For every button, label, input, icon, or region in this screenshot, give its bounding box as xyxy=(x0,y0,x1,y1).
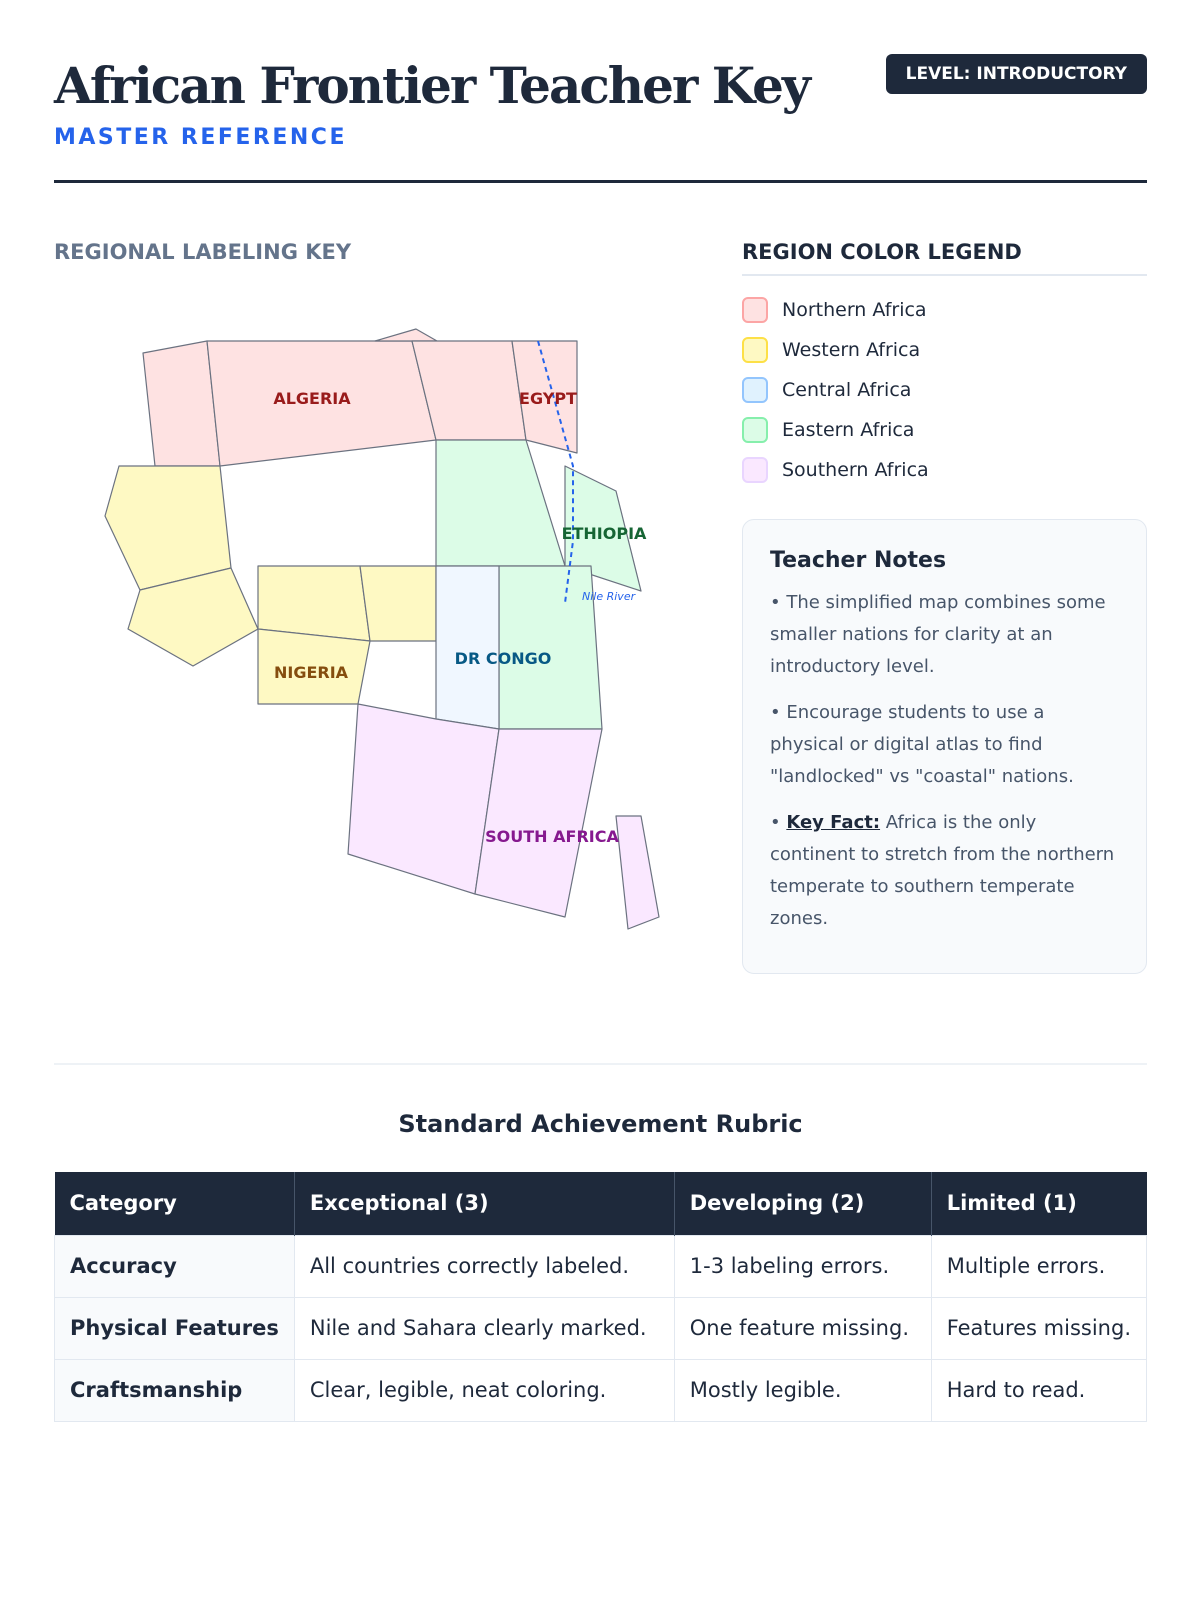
page-title: African Frontier Teacher Key xyxy=(54,56,809,115)
note-item-key-fact xyxy=(770,807,1120,935)
legend-label: Northern Africa xyxy=(782,299,927,321)
label-algeria: ALGERIA xyxy=(273,389,351,408)
rubric-cell: Features missing. xyxy=(931,1297,1146,1359)
rubric-category-cell: Craftsmanship xyxy=(55,1359,295,1421)
legend-label: Southern Africa xyxy=(782,459,929,481)
label-dr-congo: DR CONGO xyxy=(454,649,552,668)
legend-swatch xyxy=(742,377,768,403)
key-fact-label: Key Fact: xyxy=(786,812,881,833)
rubric-cell: Clear, legible, neat coloring. xyxy=(294,1359,674,1421)
rubric-cell: All countries correctly labeled. xyxy=(294,1235,674,1297)
legend-swatch xyxy=(742,417,768,443)
rubric-header-developing: Developing (2) xyxy=(674,1172,931,1235)
africa-map xyxy=(54,300,694,960)
page-header xyxy=(54,50,1147,150)
label-nigeria: NIGERIA xyxy=(273,663,349,682)
label-nile-river: Nile River xyxy=(582,590,636,603)
rubric-table xyxy=(54,1172,1147,1422)
region-dr-congo xyxy=(436,566,499,729)
legend-item-western-africa xyxy=(742,330,1147,370)
region-mali xyxy=(258,566,370,641)
key-fact-text: Africa is the only continent to stretch from the northern temperate to southern temperate zones. xyxy=(770,812,1115,929)
notes-title: Teacher Notes xyxy=(770,548,947,573)
region-madagascar xyxy=(616,816,659,929)
note-bullet: • xyxy=(770,812,787,833)
note-item: • Encourage students to use a physical or digital atlas to find "landlocked" vs "coastal" nations. xyxy=(770,702,1074,787)
legend-title: REGION COLOR LEGEND xyxy=(742,240,1147,276)
region-sudan xyxy=(436,440,565,566)
level-badge: LEVEL: INTRODUCTORY xyxy=(886,54,1147,94)
page-subtitle: MASTER REFERENCE xyxy=(54,125,347,150)
legend-item-northern-africa xyxy=(742,290,1147,330)
rubric-cell: One feature missing. xyxy=(674,1297,931,1359)
label-ethiopia: ETHIOPIA xyxy=(561,524,647,543)
rubric-cell: Hard to read. xyxy=(931,1359,1146,1421)
rubric-cell: Mostly legible. xyxy=(674,1359,931,1421)
legend-label: Central Africa xyxy=(782,379,912,401)
legend-swatch xyxy=(742,297,768,323)
note-item: • The simplified map combines some smaller nations for clarity at an introductory level. xyxy=(770,592,1106,677)
rubric-header-row xyxy=(55,1172,1147,1235)
legend-swatch xyxy=(742,457,768,483)
legend-swatch xyxy=(742,337,768,363)
rubric-cell: Multiple errors. xyxy=(931,1235,1146,1297)
region-color-legend xyxy=(742,240,1147,490)
legend-label: Eastern Africa xyxy=(782,419,915,441)
label-egypt: EGYPT xyxy=(519,389,577,408)
region-algeria-peak xyxy=(375,329,437,341)
section-divider xyxy=(54,1063,1147,1065)
legend-list xyxy=(742,290,1147,490)
map-heading: REGIONAL LABELING KEY xyxy=(54,240,352,264)
rubric-header-exceptional: Exceptional (3) xyxy=(294,1172,674,1235)
label-south-africa: SOUTH AFRICA xyxy=(485,827,619,846)
region-niger xyxy=(360,566,436,641)
rubric-header-limited: Limited (1) xyxy=(931,1172,1146,1235)
table-row xyxy=(55,1297,1147,1359)
rubric-cell: Nile and Sahara clearly marked. xyxy=(294,1297,674,1359)
rubric-cell: 1-3 labeling errors. xyxy=(674,1235,931,1297)
legend-item-southern-africa xyxy=(742,450,1147,490)
legend-item-eastern-africa xyxy=(742,410,1147,450)
region-angola xyxy=(348,704,499,894)
region-mauritania xyxy=(105,466,231,590)
header-divider xyxy=(54,180,1147,183)
legend-label: Western Africa xyxy=(782,339,921,361)
teacher-notes-card xyxy=(742,519,1147,974)
rubric-header-category: Category xyxy=(55,1172,295,1235)
rubric-title: Standard Achievement Rubric xyxy=(398,1110,803,1138)
table-row xyxy=(55,1235,1147,1297)
table-row xyxy=(55,1359,1147,1421)
rubric-category-cell: Accuracy xyxy=(55,1235,295,1297)
legend-item-central-africa xyxy=(742,370,1147,410)
rubric-category-cell: Physical Features xyxy=(55,1297,295,1359)
